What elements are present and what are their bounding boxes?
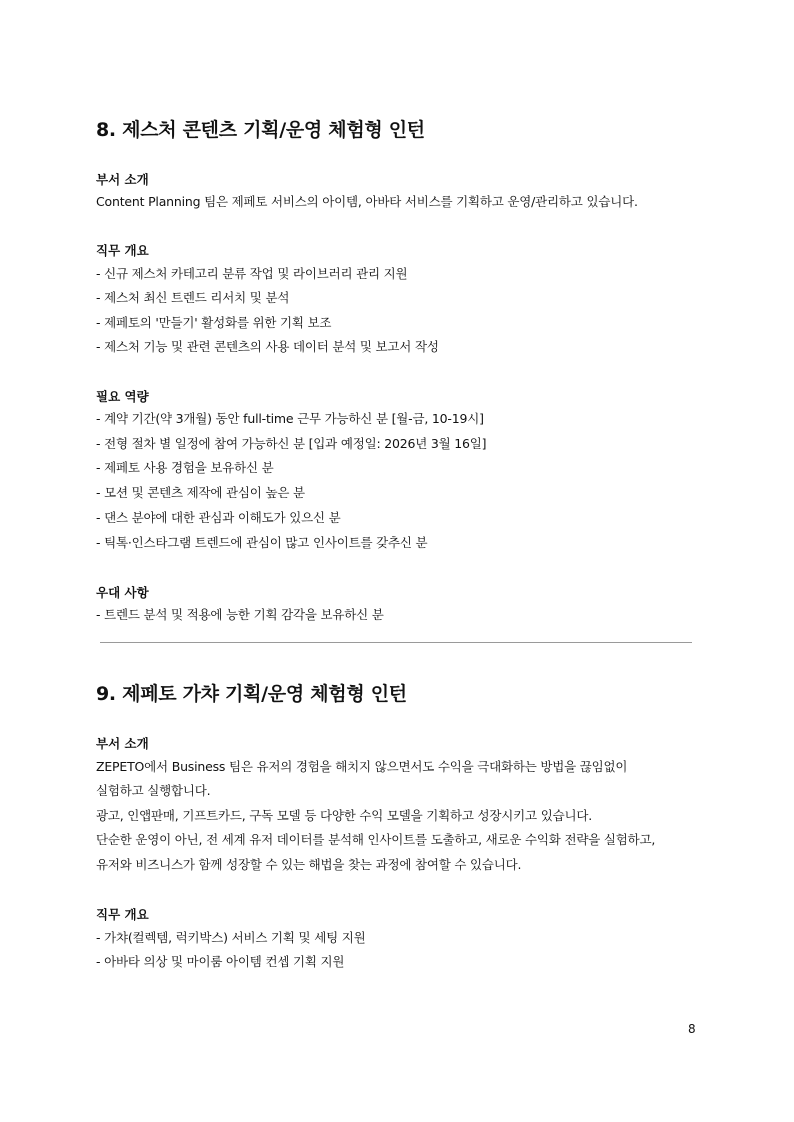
section-9-dept-line: 단순한 운영이 아닌, 전 세계 유저 데이터를 분석해 인사이트를 도출하고, 새로운 수익화 전략을 실험하고, — [96, 832, 656, 847]
section-8-job-heading: 직무 개요 — [96, 243, 149, 258]
section-8-dept-line: Content Planning 팀은 제페토 서비스의 아이템, 아바타 서비스를 기획하고 운영/관리하고 있습니다. — [96, 194, 638, 209]
section-9-dept-line: 광고, 인앱판매, 기프트카드, 구독 모델 등 다양한 수익 모델을 기획하고 성장시키고 있습니다. — [96, 808, 592, 823]
section-9-dept-line: 유저와 비즈니스가 함께 성장할 수 있는 해법을 찾는 과정에 참여할 수 있습니다. — [96, 857, 522, 872]
section-9-title: 9. 제페토 가챠 기획/운영 체험형 인턴 — [96, 683, 407, 705]
section-9-dept-line: ZEPETO에서 Business 팀은 유저의 경험을 해치지 않으면서도 수익을 극대화하는 방법을 끊임없이 — [96, 759, 628, 774]
section-8-req-heading: 필요 역량 — [96, 389, 149, 404]
section-divider — [100, 642, 692, 643]
section-8-job-line: - 제스처 최신 트렌드 리서치 및 분석 — [96, 290, 290, 305]
section-9-job-line: - 가챠(컬렉템, 럭키박스) 서비스 기획 및 세팅 지원 — [96, 930, 366, 945]
page-number: 8 — [688, 1022, 696, 1036]
section-8-req-line: - 계약 기간(약 3개월) 동안 full-time 근무 가능하신 분 [월-금, 10-19시] — [96, 411, 484, 426]
section-8-job-line: - 제스처 기능 및 관련 콘텐츠의 사용 데이터 분석 및 보고서 작성 — [96, 339, 439, 354]
section-8-job-line: - 제페토의 '만들기' 활성화를 위한 기획 보조 — [96, 315, 332, 330]
section-9-dept-line: 실험하고 실행합니다. — [96, 783, 211, 798]
section-8-title: 8. 제스처 콘텐츠 기획/운영 체험형 인턴 — [96, 119, 425, 141]
section-8-req-line: - 틱톡·인스타그램 트렌드에 관심이 많고 인사이트를 갖추신 분 — [96, 535, 428, 550]
section-8-req-line: - 전형 절차 별 일정에 참여 가능하신 분 [입과 예정일: 2026년 3월 16일] — [96, 436, 487, 451]
section-8-pref-heading: 우대 사항 — [96, 585, 149, 600]
section-8-req-line: - 모션 및 콘텐츠 제작에 관심이 높은 분 — [96, 485, 305, 500]
section-8-pref-line: - 트렌드 분석 및 적용에 능한 기획 감각을 보유하신 분 — [96, 607, 384, 622]
section-8-req-line: - 제페토 사용 경험을 보유하신 분 — [96, 460, 274, 475]
section-9-job-line: - 아바타 의상 및 마이룸 아이템 컨셉 기획 지원 — [96, 954, 345, 969]
section-8-dept-heading: 부서 소개 — [96, 172, 149, 187]
section-8-job-line: - 신규 제스처 카테고리 분류 작업 및 라이브러리 관리 지원 — [96, 266, 408, 281]
section-8-req-line: - 댄스 분야에 대한 관심과 이해도가 있으신 분 — [96, 510, 341, 525]
section-9-job-heading: 직무 개요 — [96, 907, 149, 922]
section-9-dept-heading: 부서 소개 — [96, 736, 149, 751]
